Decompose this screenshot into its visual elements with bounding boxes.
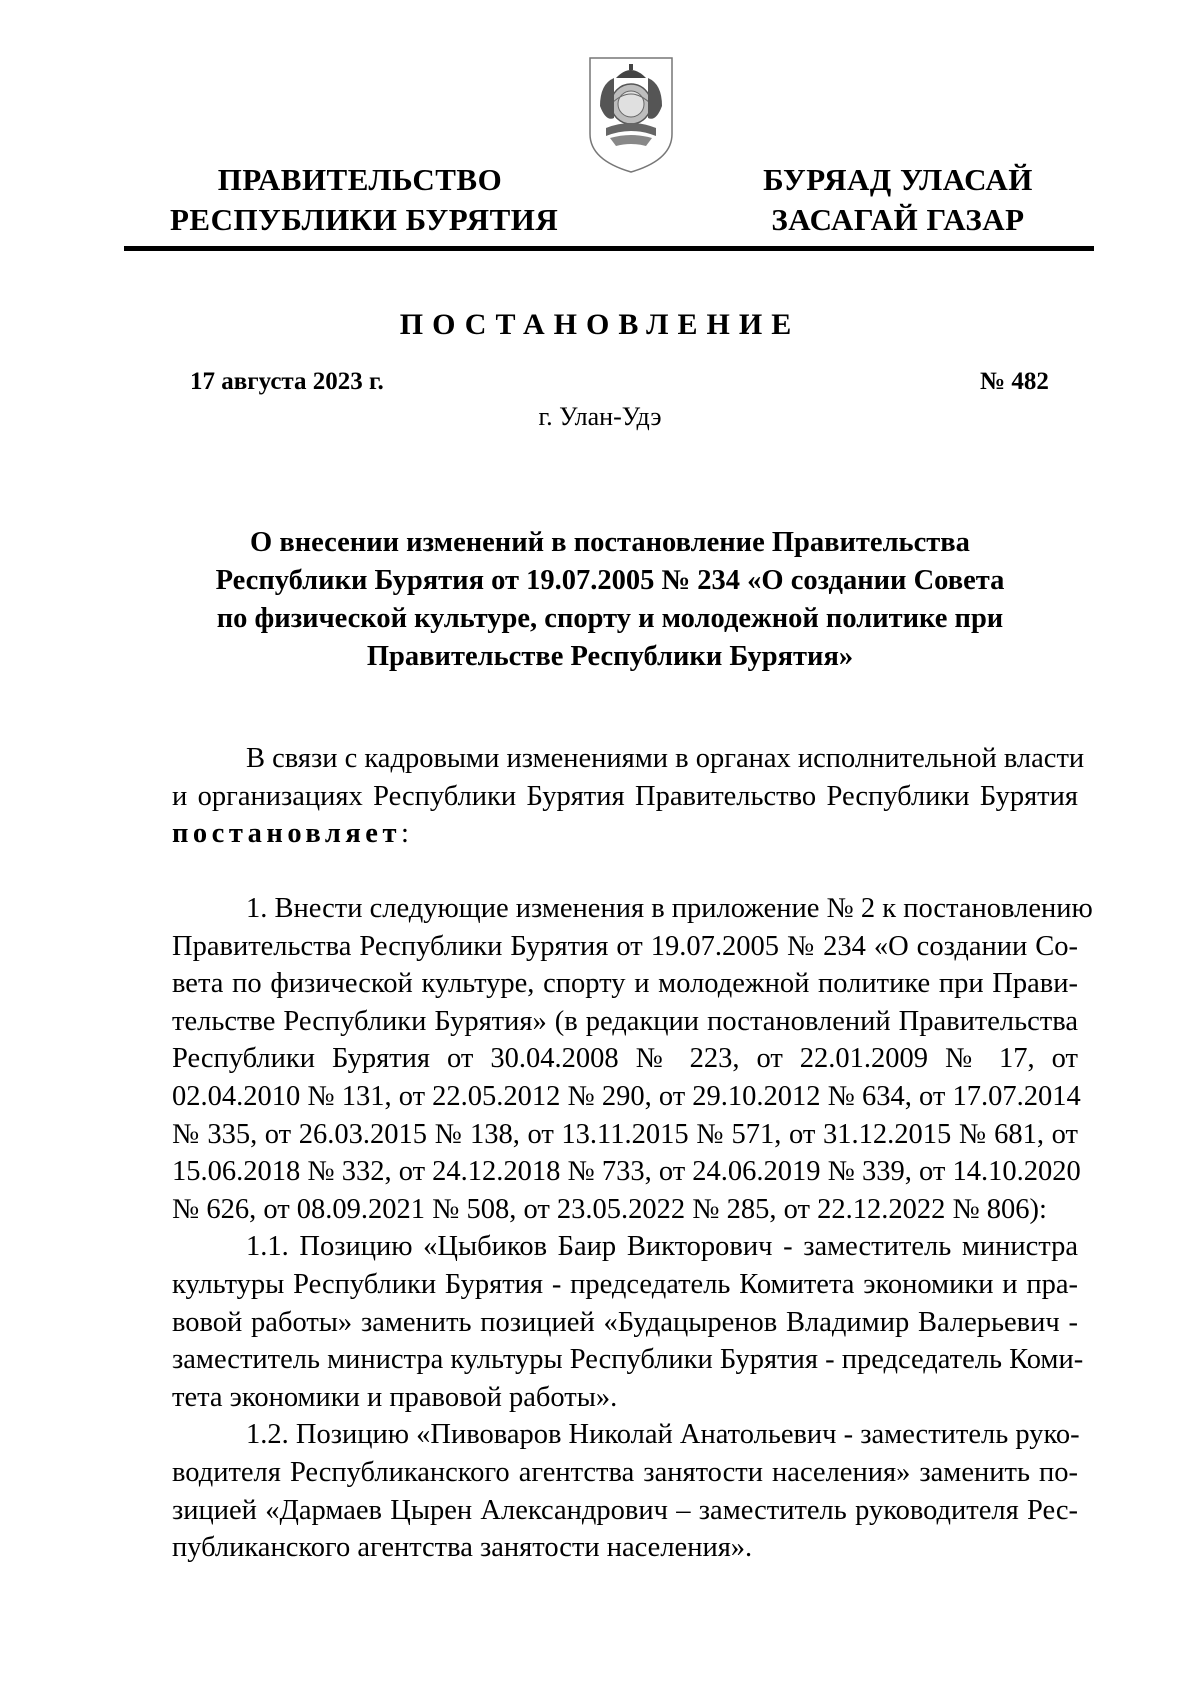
resolves-word: постановляет [172,818,401,850]
document-title [170,524,1050,676]
preamble-line: В связи с кадровыми изменениями в органах исполнительной власти [246,743,1085,774]
document-number: № 482 [980,368,1049,395]
clause-line: зицией «Дармаев Цырен Александрович – заместитель руководителя Рес- [172,1494,1078,1526]
clause-line: 1.1. Позицию «Цыбиков Баир Викторович - заместитель министра [246,1231,1078,1263]
clause-line: 1.2. Позицию «Пивоваров Николай Анатольевич - заместитель руко- [246,1419,1080,1451]
clause-line: заместитель министра культуры Республики Бурятия - председатель Коми- [172,1344,1084,1376]
buryatia-coat-of-arms-icon [586,56,676,174]
clause-line: вовой работы» заменить позицией «Будацыренов Владимир Валерьевич - [172,1306,1078,1338]
government-name-russian [170,160,559,240]
title-line: по физической культуре, спорту и молодежной политике при [216,603,1004,634]
title-line: О внесении изменений в постановление Правительства [250,527,970,558]
clause-line: Правительства Республики Бурятия от 19.07.2005 № 234 «О создании Со- [172,930,1078,962]
clause-line: вета по физической культуре, спорту и молодежной политике при Прави- [172,968,1078,1000]
document-type: ПОСТАНОВЛЕНИЕ [399,308,801,341]
government-name-line: РЕСПУБЛИКИ БУРЯТИЯ [170,202,559,237]
title-line: Правительстве Республики Бурятия» [366,641,854,672]
clause-line: публиканского агентства занятости населения». [172,1532,753,1564]
resolves-line [172,815,1078,853]
clause-line: тельстве Республики Бурятия» (в редакции постановлений Правительства [172,1005,1078,1037]
clause-line: 02.04.2010 № 131, от 22.05.2012 № 290, от 29.10.2012 № 634, от 17.07.2014 [172,1080,1081,1112]
document-city: г. Улан-Удэ [538,402,662,431]
preamble [172,740,1085,853]
government-name-line: БУРЯАД УЛАСАЙ [763,162,1033,197]
clause-line: Республики Бурятия от 30.04.2008 № 223, от 22.01.2009 № 17, от [172,1043,1078,1075]
clauses [172,890,1093,1567]
title-line: Республики Бурятия от 19.07.2005 № 234 «О создании Совета [215,565,1005,596]
clause-line: водителя Республиканского агентства занятости населения» заменить по- [172,1456,1078,1488]
government-name-line: ЗАСАГАЙ ГАЗАР [771,202,1025,237]
clause-line: культуры Республики Бурятия - председатель Комитета экономики и пра- [172,1268,1078,1300]
government-name-buryat [748,160,1048,240]
header-divider [124,246,1094,251]
clause-line: № 335, от 26.03.2015 № 138, от 13.11.2015 № 571, от 31.12.2015 № 681, от [172,1118,1078,1150]
preamble-line: и организациях Республики Бурятия Правительство Республики Бурятия [172,780,1078,812]
clause-line: тета экономики и правовой работы». [172,1381,618,1413]
clause-line: № 626, от 08.09.2021 № 508, от 23.05.2022 № 285, от 22.12.2022 № 806): [172,1193,1047,1225]
clause-line: 1. Внести следующие изменения в приложение № 2 к постановлению [246,893,1093,924]
resolves-suffix: : [400,818,409,850]
document-date: 17 августа 2023 г. [190,368,384,395]
clause-line: 15.06.2018 № 332, от 24.12.2018 № 733, от 24.06.2019 № 339, от 14.10.2020 [172,1156,1081,1188]
government-name-line: ПРАВИТЕЛЬСТВО [217,162,503,197]
